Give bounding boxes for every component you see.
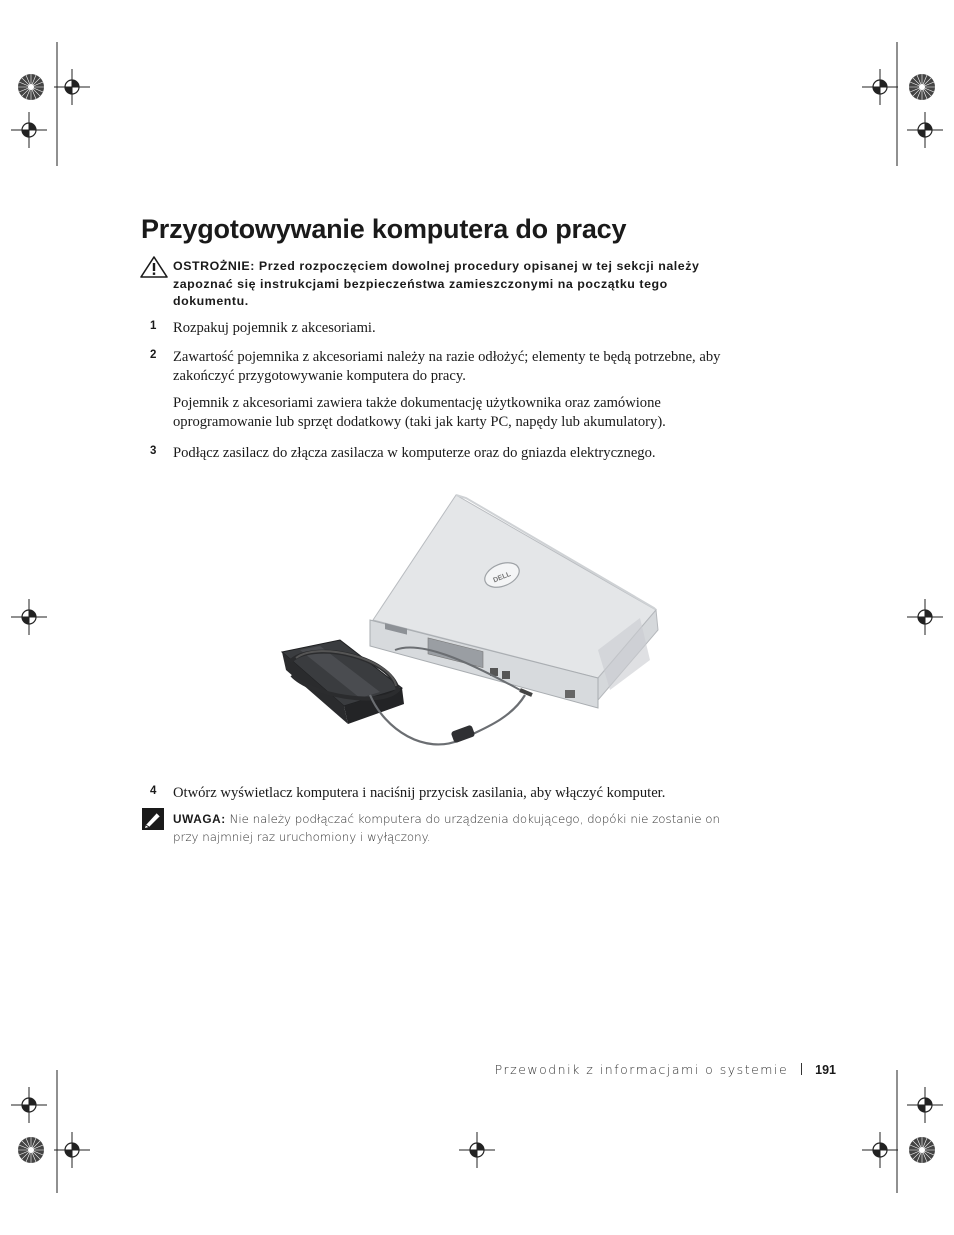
step-text: Otwórz wyświetlacz komputera i naciśnij przycisk zasilania, aby włączyć komputer. [173, 785, 666, 801]
note-label: UWAGA: [173, 812, 226, 826]
note-text [173, 811, 738, 846]
footer-separator [801, 1063, 802, 1075]
page-number: 191 [815, 1063, 836, 1077]
note-pencil-icon [142, 808, 164, 830]
page-title: Przygotowywanie komputera do pracy [141, 214, 627, 244]
step-number: 3 [150, 445, 157, 457]
warning-triangle-icon [140, 256, 168, 278]
laptop-adapter-illustration [220, 490, 660, 770]
step-text: Zawartość pojemnika z akcesoriami należy na razie odłożyć; elementy te będą potrzebne, aby zakończyć przygotowywanie komputera do pracy. [173, 349, 721, 384]
step-text: Rozpakuj pojemnik z akcesoriami. [173, 320, 376, 336]
footer-title: Przewodnik z informacjami o systemie [494, 1062, 789, 1077]
page-footer [440, 1062, 836, 1077]
caution-text: OSTROŻNIE: Przed rozpoczęciem dowolnej procedury opisanej w tej sekcji należy zapoznać się instrukcjami bezpieczeństwa zamieszczonymi na początku tego dokumentu. [173, 259, 700, 308]
note-body: Nie należy podłączać komputera do urządzenia dokującego, dopóki nie zostanie on przy najmniej raz uruchomiony i wyłączony. [173, 812, 720, 844]
step-number: 4 [150, 785, 157, 797]
dell-logo: DELL [492, 570, 512, 585]
step-text: Podłącz zasilacz do złącza zasilacza w komputerze oraz do gniazda elektrycznego. [173, 445, 656, 461]
step-number: 2 [150, 349, 157, 361]
step-2-note: Pojemnik z akcesoriami zawiera także dokumentację użytkownika oraz zamówione oprogramowanie lub sprzęt dodatkowy (taki jak karty PC, napędy lub akumulatory). [173, 395, 666, 430]
step-number: 1 [150, 320, 157, 332]
